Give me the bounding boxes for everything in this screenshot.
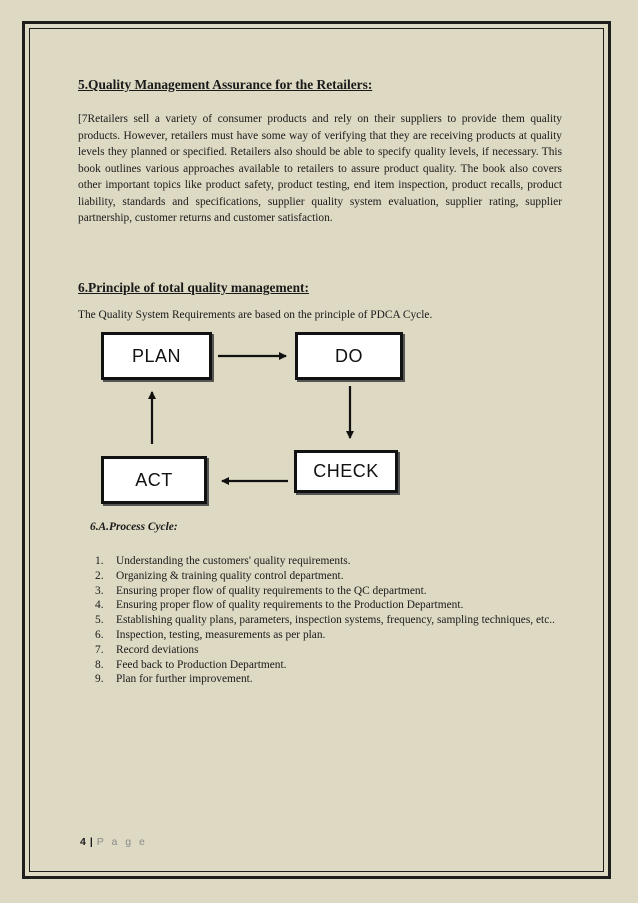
list-item (95, 672, 555, 687)
list-item (95, 628, 555, 643)
pdca-do-box: DO (295, 332, 403, 380)
pdca-check-box: CHECK (294, 450, 398, 493)
footer-separator: | (89, 836, 93, 848)
step-text: Understanding the customers' quality requirements. (116, 555, 351, 567)
list-item (95, 643, 555, 658)
pdca-act-box: ACT (101, 456, 207, 504)
step-text: Ensuring proper flow of quality requirements to the QC department. (116, 584, 427, 597)
step-number: 5. (95, 614, 104, 627)
step-number: 9. (95, 673, 104, 686)
process-cycle-list (95, 554, 555, 687)
section-6-heading: 6.Principle of total quality management: (78, 280, 309, 295)
step-text: Record deviations (116, 643, 199, 656)
page-number: 4 (80, 836, 86, 848)
step-number: 7. (95, 643, 104, 656)
list-item (95, 569, 555, 584)
list-item (95, 598, 555, 613)
step-number: 1. (95, 555, 104, 567)
section-5-paragraph: [7Retailers sell a variety of consumer products and rely on their suppliers to provide them quality products. However, retailers must have some way of verifying that they are receiving products at quality levels they planned or specified. Retailers also should be able to specify quality levels, if necessary. This book outlines various approaches available to retailers to assure product quality. The book also covers other important topics like product safety, product testing, end item inspection, product recalls, product liability, standards and specifications, supplier quality system evaluation, supplier rating, supplier partnership, customer returns and customer satisfaction. (78, 113, 562, 224)
list-item (95, 554, 555, 569)
step-number: 6. (95, 628, 104, 641)
section-5-heading: 5.Quality Management Assurance for the Retailers: (78, 77, 373, 92)
step-text: Ensuring proper flow of quality requirements to the Production Department. (116, 599, 464, 612)
step-number: 4. (95, 599, 104, 612)
step-text: Inspection, testing, measurements as per plan. (116, 628, 326, 641)
step-number: 2. (95, 569, 104, 582)
page-word: P a g e (96, 836, 148, 848)
page-footer (80, 836, 147, 848)
step-text: Establishing quality plans, parameters, inspection systems, frequency, sampling techniques, etc.. (116, 614, 555, 627)
step-text: Feed back to Production Department. (116, 658, 287, 671)
step-text: Plan for further improvement. (116, 673, 253, 686)
step-text: Organizing & training quality control department. (116, 569, 344, 582)
list-item (95, 613, 555, 628)
list-item (95, 658, 555, 673)
process-cycle-heading: 6.A.Process Cycle: (90, 521, 178, 533)
step-number: 3. (95, 584, 104, 597)
step-number: 8. (95, 658, 104, 671)
pdca-plan-box: PLAN (101, 332, 212, 380)
list-item (95, 584, 555, 599)
section-6-intro: The Quality System Requirements are based on the principle of PDCA Cycle. (78, 309, 433, 321)
